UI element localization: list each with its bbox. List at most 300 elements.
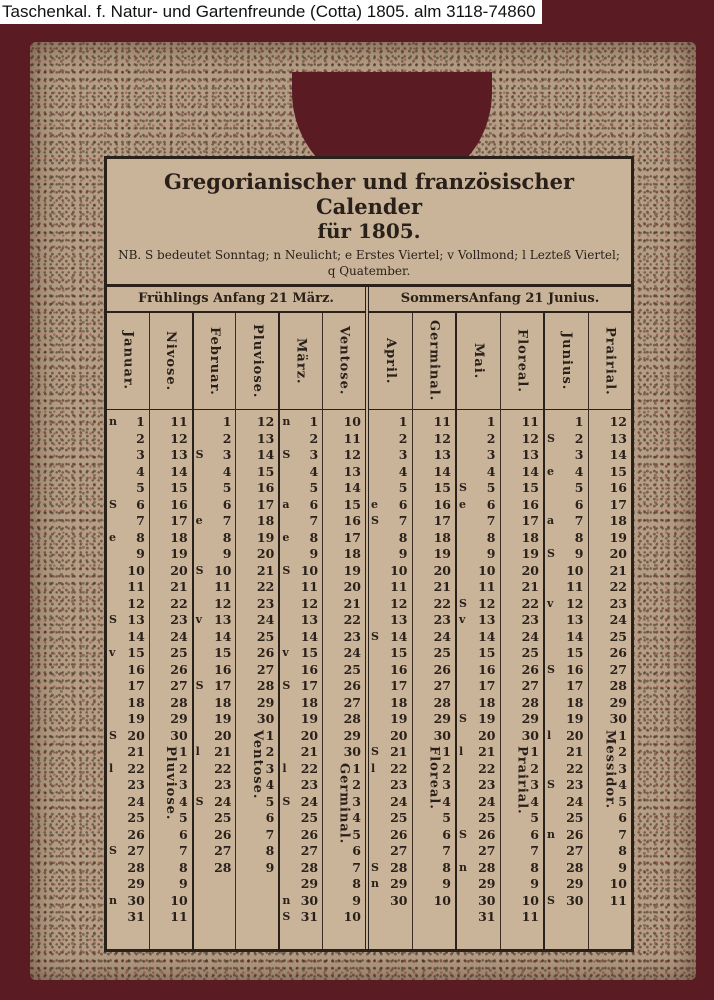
day-number: 12	[566, 595, 584, 611]
day-row	[413, 546, 456, 563]
spacer	[152, 513, 166, 530]
day-row	[236, 860, 278, 877]
day-row	[413, 645, 456, 662]
day-number: 4	[442, 793, 451, 809]
day-row	[369, 464, 412, 481]
day-number: 13	[343, 463, 361, 479]
spacer	[415, 563, 429, 580]
day-row	[369, 695, 412, 712]
day-number: 20	[300, 727, 319, 743]
day-row	[236, 662, 278, 679]
day-row	[369, 612, 412, 629]
spacer	[238, 860, 252, 877]
day-row	[457, 827, 500, 844]
day-number: 19	[256, 529, 275, 545]
image-caption: Taschenkal. f. Natur- und Gartenfreunde (Cotta) 1805. alm 3118-74860	[0, 0, 542, 24]
day-row	[589, 629, 632, 646]
day-row	[589, 711, 632, 728]
day-row	[501, 431, 544, 448]
day-number: 4	[530, 793, 539, 809]
spacer	[503, 414, 517, 431]
spacer	[591, 843, 605, 860]
day-row	[236, 629, 278, 646]
spacer	[591, 612, 605, 629]
gregorian-month-name: Junius.	[558, 331, 574, 391]
day-row	[413, 497, 456, 514]
day-number: 29	[127, 876, 145, 891]
day-number: 20	[214, 727, 232, 743]
day-row	[150, 876, 192, 893]
moon-phase-marker	[371, 563, 385, 580]
spacer	[503, 843, 517, 860]
day-row	[369, 645, 412, 662]
spacer	[325, 513, 339, 530]
day-number: 11	[170, 414, 188, 429]
day-row	[369, 893, 412, 910]
calendar-body	[107, 287, 631, 949]
moon-phase-marker	[282, 843, 296, 860]
day-row	[457, 695, 500, 712]
day-number: 3	[618, 760, 627, 776]
moon-phase-marker	[196, 662, 210, 679]
day-row	[323, 662, 365, 679]
gregorian-month-column	[194, 313, 237, 949]
day-row	[194, 777, 236, 794]
moon-phase-marker	[109, 777, 123, 794]
day-row	[280, 662, 322, 679]
day-row	[150, 480, 192, 497]
day-row	[280, 563, 322, 580]
day-number: 18	[609, 513, 627, 528]
day-number: 22	[300, 760, 319, 776]
day-row	[323, 678, 365, 695]
day-number: 24	[433, 628, 451, 644]
day-number: 7	[442, 843, 451, 858]
day-number: 16	[390, 661, 408, 677]
day-number: 30	[127, 892, 145, 908]
moon-phase-marker	[371, 596, 385, 613]
spacer	[591, 480, 605, 497]
moon-phase-marker: S	[109, 728, 117, 742]
calendar-year: für 1805.	[317, 219, 421, 243]
day-number: 21	[433, 579, 451, 594]
day-number: 24	[521, 628, 539, 644]
day-number: 6	[309, 496, 319, 512]
day-row	[194, 497, 236, 514]
day-row	[280, 513, 322, 530]
day-number: 18	[478, 694, 496, 710]
day-number: 5	[486, 480, 496, 495]
day-number: 8	[530, 859, 539, 875]
next-french-month-name: Germinal.	[336, 762, 352, 844]
spacer	[325, 464, 339, 481]
day-row	[501, 629, 544, 646]
calendar-header	[107, 159, 631, 287]
day-row	[194, 678, 236, 695]
day-number: 12	[256, 414, 275, 429]
day-row	[457, 810, 500, 827]
day-row	[369, 497, 412, 514]
moon-phase-marker	[547, 876, 561, 893]
moon-phase-marker	[459, 728, 473, 745]
day-number: 18	[170, 529, 188, 545]
day-row	[280, 711, 322, 728]
moon-phase-marker	[459, 678, 473, 695]
day-row	[457, 678, 500, 695]
day-row	[457, 909, 500, 926]
spacer	[503, 596, 517, 613]
day-row	[457, 744, 500, 761]
day-row	[150, 893, 192, 910]
day-number: 29	[478, 876, 496, 891]
day-row	[236, 695, 278, 712]
day-row	[369, 711, 412, 728]
moon-phase-marker: l	[195, 745, 200, 758]
day-row	[413, 414, 456, 431]
spacer	[591, 596, 605, 613]
day-row	[150, 596, 192, 613]
spacer	[325, 909, 339, 926]
day-number: 13	[214, 612, 232, 627]
day-number: 8	[136, 529, 145, 545]
day-number: 23	[478, 777, 496, 792]
spacer	[591, 695, 605, 712]
day-number: 7	[574, 513, 584, 528]
day-number: 12	[343, 447, 361, 462]
day-number: 15	[214, 645, 232, 660]
spacer	[238, 546, 252, 563]
moon-phase-marker	[282, 596, 296, 613]
day-row	[194, 596, 236, 613]
day-row	[107, 711, 149, 728]
day-row	[236, 678, 278, 695]
day-number: 18	[300, 694, 319, 710]
moon-phase-marker	[109, 431, 123, 448]
day-number: 8	[574, 529, 584, 545]
day-number: 9	[222, 546, 232, 561]
moon-phase-marker	[459, 810, 473, 827]
day-number: 10	[343, 414, 361, 429]
spacer	[238, 678, 252, 695]
spacer	[238, 711, 252, 728]
day-number: 19	[170, 546, 188, 561]
day-row	[457, 414, 500, 431]
spacer	[591, 431, 605, 448]
moon-phase-marker: e	[282, 530, 290, 544]
day-number: 4	[618, 777, 627, 792]
day-number: 6	[222, 496, 232, 512]
day-number: 17	[566, 678, 584, 693]
day-row	[323, 876, 365, 893]
moon-phase-marker	[109, 447, 123, 464]
spacer	[503, 497, 517, 514]
gregorian-month-column	[280, 313, 323, 949]
day-row	[323, 711, 365, 728]
day-number: 8	[309, 529, 319, 545]
day-row	[194, 447, 236, 464]
moon-phase-marker: S	[371, 629, 379, 643]
day-row	[323, 497, 365, 514]
day-row	[107, 464, 149, 481]
french-day-list	[236, 410, 278, 949]
day-number: 20	[170, 562, 188, 578]
spacer	[152, 546, 166, 563]
day-row	[107, 530, 149, 547]
day-row	[280, 612, 322, 629]
day-row	[501, 645, 544, 662]
spacer	[503, 827, 517, 844]
day-number: 10	[609, 876, 627, 891]
spacer	[415, 695, 429, 712]
spacer	[325, 629, 339, 646]
day-number: 16	[170, 496, 188, 512]
spacer	[238, 662, 252, 679]
spacer	[325, 893, 339, 910]
day-number: 5	[574, 480, 584, 495]
day-row	[150, 843, 192, 860]
day-number: 5	[265, 793, 275, 809]
day-number: 6	[352, 843, 361, 858]
day-number: 10	[214, 562, 232, 578]
day-row	[589, 893, 632, 910]
day-number: 26	[566, 826, 584, 842]
day-number: 20	[433, 562, 451, 578]
day-row	[194, 563, 236, 580]
day-number: 12	[214, 595, 232, 611]
moon-phase-marker	[196, 645, 210, 662]
day-number: 21	[127, 744, 145, 759]
day-number: 21	[609, 562, 627, 578]
day-row	[323, 860, 365, 877]
day-row	[413, 728, 456, 745]
day-number: 19	[478, 711, 496, 726]
spacer	[415, 530, 429, 547]
day-row	[150, 645, 192, 662]
day-row	[194, 711, 236, 728]
moon-phase-marker	[459, 431, 473, 448]
moon-phase-marker	[109, 711, 123, 728]
day-number: 12	[300, 595, 319, 611]
day-row	[545, 843, 588, 860]
day-row	[236, 612, 278, 629]
day-row	[545, 513, 588, 530]
moon-phase-marker: n	[282, 415, 291, 428]
day-number: 24	[478, 793, 496, 809]
day-row	[280, 530, 322, 547]
day-row	[236, 447, 278, 464]
day-row	[457, 431, 500, 448]
moon-phase-marker: e	[459, 497, 466, 511]
day-number: 24	[214, 793, 232, 809]
moon-phase-marker	[547, 744, 561, 761]
gregorian-month-header	[107, 313, 149, 410]
day-number: 4	[309, 463, 319, 479]
day-number: 15	[170, 480, 188, 495]
day-number: 1	[178, 744, 188, 759]
spacer	[152, 695, 166, 712]
french-month-header	[413, 313, 456, 410]
moon-phase-marker	[459, 464, 473, 481]
day-number: 13	[390, 612, 408, 627]
day-number: 2	[618, 744, 627, 759]
day-number: 17	[256, 496, 275, 512]
day-number: 30	[521, 727, 539, 743]
spacer	[503, 711, 517, 728]
french-month-header	[501, 313, 544, 410]
day-number: 9	[178, 876, 188, 891]
spacer	[152, 629, 166, 646]
gregorian-day-list	[369, 410, 412, 949]
spacer	[238, 431, 252, 448]
day-row	[107, 843, 149, 860]
spacer	[152, 645, 166, 662]
day-row	[545, 596, 588, 613]
day-number: 7	[530, 843, 539, 858]
spacer	[591, 464, 605, 481]
day-number: 4	[136, 463, 145, 479]
day-row	[194, 480, 236, 497]
day-row	[501, 414, 544, 431]
calendar-label	[104, 156, 634, 952]
day-row	[236, 497, 278, 514]
spacer	[152, 678, 166, 695]
french-month-name: Ventose.	[336, 326, 352, 396]
day-row	[323, 447, 365, 464]
spacer	[503, 909, 517, 926]
spacer	[152, 711, 166, 728]
day-number: 21	[478, 744, 496, 759]
moon-phase-marker	[547, 497, 561, 514]
day-row	[150, 530, 192, 547]
day-number: 18	[343, 546, 361, 561]
spacer	[325, 876, 339, 893]
day-row	[457, 596, 500, 613]
day-number: 10	[127, 562, 145, 578]
day-number: 1	[222, 414, 232, 429]
day-row	[280, 629, 322, 646]
day-row	[413, 876, 456, 893]
day-number: 25	[478, 810, 496, 825]
day-row	[194, 794, 236, 811]
spacer	[152, 728, 166, 745]
moon-phase-marker	[547, 563, 561, 580]
moon-phase-marker: S	[282, 448, 291, 461]
day-number: 19	[300, 711, 319, 726]
moon-phase-marker: e	[109, 530, 116, 544]
day-row	[545, 563, 588, 580]
day-row	[545, 777, 588, 794]
day-number: 8	[265, 843, 275, 858]
day-number: 5	[530, 810, 539, 825]
moon-phase-marker	[371, 827, 385, 844]
moon-phase-marker	[371, 810, 385, 827]
gregorian-month-column	[369, 313, 413, 949]
day-number: 8	[618, 843, 627, 858]
day-number: 22	[256, 579, 275, 594]
day-number: 11	[521, 414, 539, 429]
day-row	[457, 480, 500, 497]
french-month-header	[589, 313, 632, 410]
day-row	[589, 596, 632, 613]
spacer	[415, 464, 429, 481]
day-number: 27	[433, 678, 451, 693]
moon-phase-marker: a	[282, 497, 290, 511]
day-row	[413, 431, 456, 448]
day-row	[280, 596, 322, 613]
moon-phase-marker: n	[371, 877, 379, 890]
day-row	[236, 827, 278, 844]
spacer	[591, 497, 605, 514]
day-row	[323, 579, 365, 596]
moon-phase-marker	[109, 678, 123, 695]
moon-phase-marker	[196, 860, 210, 877]
day-row	[545, 629, 588, 646]
day-row	[194, 695, 236, 712]
moon-phase-marker	[547, 414, 561, 431]
day-row	[236, 563, 278, 580]
day-number: 20	[343, 579, 361, 594]
day-number: 26	[390, 826, 408, 842]
day-number: 16	[256, 480, 275, 495]
day-row	[369, 827, 412, 844]
moon-phase-marker: S	[459, 827, 467, 841]
day-number: 1	[265, 727, 275, 743]
day-row	[545, 794, 588, 811]
moon-phase-marker: S	[109, 844, 117, 857]
day-number: 24	[343, 645, 361, 660]
moon-phase-marker: n	[459, 860, 467, 874]
gregorian-day-list	[280, 410, 322, 949]
day-number: 16	[343, 513, 361, 528]
day-number: 20	[127, 727, 145, 743]
day-row	[413, 810, 456, 827]
day-row	[369, 662, 412, 679]
moon-phase-marker	[109, 744, 123, 761]
day-number: 14	[256, 447, 275, 462]
day-row	[413, 662, 456, 679]
day-number: 26	[127, 826, 145, 842]
moon-phase-marker: l	[109, 761, 114, 775]
day-number: 21	[521, 579, 539, 594]
moon-phase-marker: e	[195, 514, 203, 527]
moon-phase-marker	[371, 728, 385, 745]
spacer	[152, 827, 166, 844]
day-row	[589, 431, 632, 448]
day-number: 27	[127, 843, 145, 858]
day-row	[457, 464, 500, 481]
day-number: 26	[300, 826, 319, 842]
moon-phase-marker: S	[459, 712, 467, 725]
day-number: 19	[433, 546, 451, 561]
spacer	[503, 480, 517, 497]
spacer	[152, 447, 166, 464]
moon-phase-marker	[196, 579, 210, 596]
day-number: 30	[343, 744, 361, 759]
day-number: 3	[574, 447, 584, 462]
day-number: 6	[442, 826, 451, 842]
day-number: 5	[442, 810, 451, 825]
moon-phase-marker	[371, 579, 385, 596]
day-number: 24	[170, 628, 188, 644]
day-row	[150, 711, 192, 728]
day-number: 25	[127, 810, 145, 825]
day-row	[501, 843, 544, 860]
moon-phase-marker	[547, 695, 561, 712]
moon-phase-marker	[459, 761, 473, 778]
day-row	[545, 728, 588, 745]
spacer	[325, 579, 339, 596]
day-row	[323, 530, 365, 547]
